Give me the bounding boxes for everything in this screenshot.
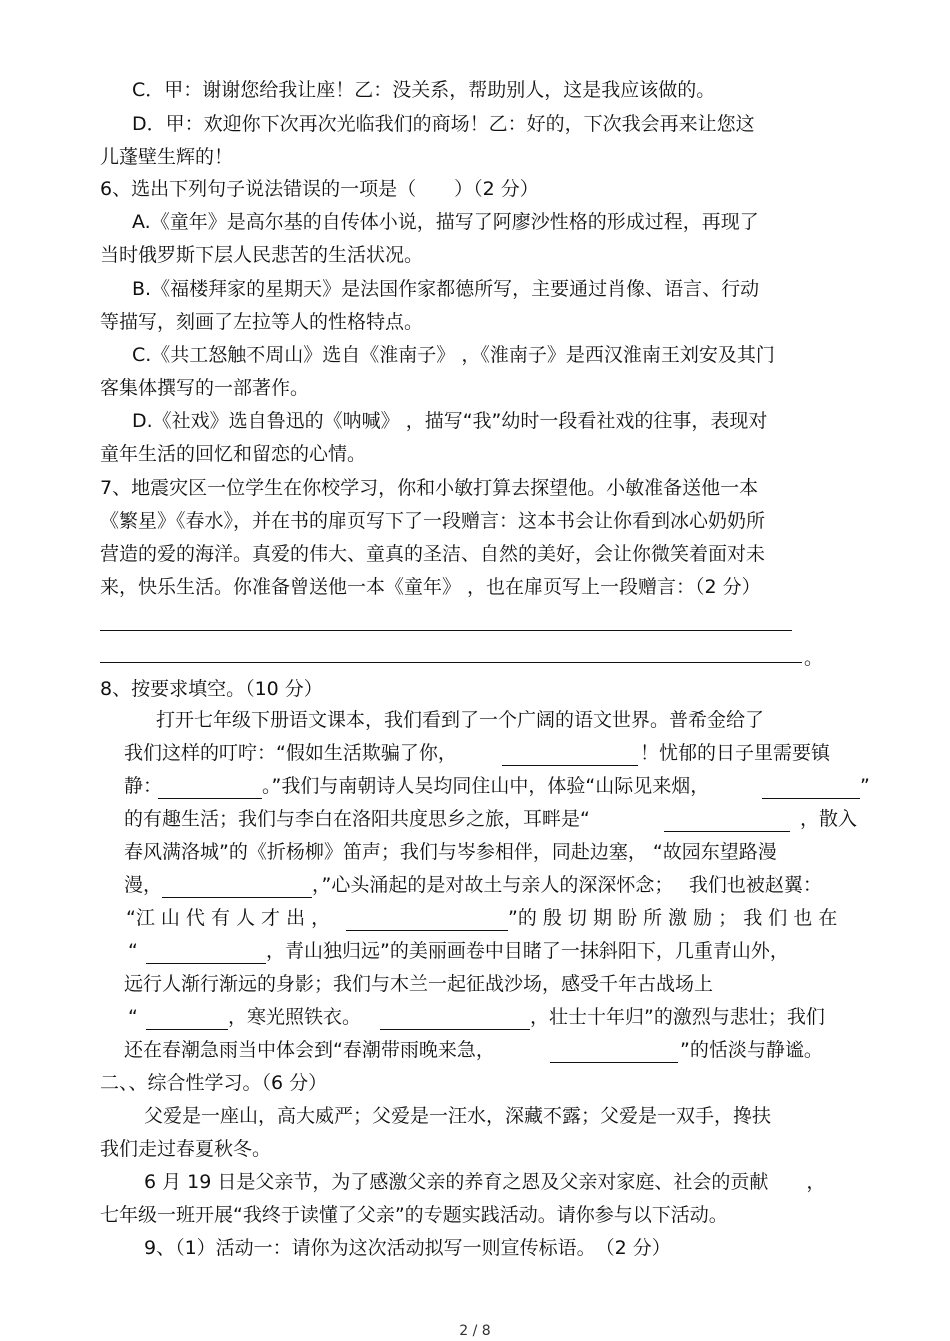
q8-line10-text-a: “ [128,1006,138,1028]
section2-paragraph2-line1: 6 月 19 日是父亲节，为了感激父亲的养育之恩及父亲对家庭、社会的贡献 ， [144,1171,826,1193]
q5-option-c: C．甲：谢谢您给我让座！乙：没关系，帮助别人，这是我应该做的。 [132,79,716,101]
q6-option-a-line2: 当时俄罗斯下层人民悲苦的生活状况。 [100,244,424,266]
q7-end-mark: 。 [804,647,824,669]
q8-line2-text-b: ！忧郁的日子里需要镇 [640,742,831,764]
q8-line8-text-a: “ [128,940,138,962]
q8-line4-text-a: 的有趣生活；我们与李白在洛阳共度思乡之旅，耳畔是“ [124,808,590,830]
section2-heading: 二、、综合性学习。（6 分） [100,1072,328,1094]
q8-line9: 远行人渐行渐远的身影；我们与木兰一起征战沙场，感受千年古战场上 [124,973,714,995]
q8-line3-text-b: 。”我们与南朝诗人吴均同住山中，体验“山际见来烟， [262,775,710,797]
q8-line4-text-b: ，散入 [800,808,858,830]
q8-line5: 春风满洛城”的《折杨柳》笛声；我们与岑参相伴，同赴边塞， “故园东望路漫 [124,841,777,863]
q8-line11-text-a: 还在春潮急雨当中体会到“春潮带雨晚来急， [124,1039,495,1061]
q8-blank-1[interactable] [502,765,638,766]
q7-line4: 来，快乐生活。你准备曾送他一本《童年》 ，也在扉页写上一段赠言：（2 分） [100,576,761,598]
q5-option-d-line1: D．甲：欢迎你下次再次光临我们的商场！乙：好的，下次我会再来让您这 [132,113,755,135]
q6-option-b-line2: 等描写，刻画了左拉等人的性格特点。 [100,311,424,333]
q8-blank-2[interactable] [158,798,262,799]
q8-line11-text-b: ”的恬淡与静谧。 [680,1039,823,1061]
q8-line6-text-a: 漫， [124,874,163,896]
q7-answer-line-2[interactable] [100,662,802,663]
q8-line3-text-c: ” [860,775,870,797]
section2-paragraph1-line2: 我们走过春夏秋冬。 [100,1138,272,1160]
q6-option-d-line2: 童年生活的回忆和留恋的心情。 [100,443,367,465]
q8-line7-text-a: “江 山 代 有 人 才 出 ， [126,907,331,929]
q8-blank-3[interactable] [762,798,860,799]
q8-line10-text-b: ，寒光照铁衣。 [228,1006,362,1028]
q8-line3-text-a: 静： [124,775,163,797]
q8-blank-4[interactable] [664,831,790,832]
q8-line1: 打开七年级下册语文课本，我们看到了一个广阔的语文世界。普希金给了 [156,709,765,731]
q8-blank-7[interactable] [146,963,266,964]
q6-option-d-line1: D.《社戏》选自鲁迅的《呐喊》 ，描写“我”幼时一段看社戏的往事，表现对 [132,410,768,432]
q6-option-a-line1: A.《童年》是高尔基的自传体小说，描写了阿廖沙性格的形成过程，再现了 [132,211,759,233]
q8-blank-9[interactable] [380,1029,530,1030]
q8-line10-text-c: ，壮士十年归”的激烈与悲壮；我们 [530,1006,825,1028]
q7-line1: 7、地震灾区一位学生在你校学习，你和小敏打算去探望他。小敏准备送他一本 [100,477,759,499]
section2-paragraph1-line1: 父爱是一座山，高大威严；父爱是一汪水，深藏不露；父爱是一双手，搀扶 [144,1105,772,1127]
q8-blank-5[interactable] [162,897,312,898]
section2-paragraph2-line2: 七年级一班开展“我终于读懂了父亲”的专题实践活动。请你参与以下活动。 [100,1204,728,1226]
q8-blank-8[interactable] [146,1029,228,1030]
q9-activity1: 9、（1）活动一：请你为这次活动拟写一则宣传标语。 （2 分） [144,1237,671,1259]
q8-line6-text-b: ，”心头涌起的是对故土与亲人的深深怀念； 我们也被赵翼： [312,874,822,896]
q5-option-d-line2: 儿蓬壁生辉的！ [100,146,234,168]
q8-line8-text-b: ，青山独归远”的美丽画卷中目睹了一抹斜阳下，几重青山外， [266,940,789,962]
q8-stem: 8、按要求填空。（10 分） [100,678,323,700]
q6-option-b-line1: B.《福楼拜家的星期天》是法国作家都德所写，主要通过肖像、语言、行动 [132,278,760,300]
q8-line7-text-b: ”的 殷 切 期 盼 所 激 励 ； 我 们 也 在 [508,907,838,929]
q6-stem: 6、选出下列句子说法错误的一项是（ ）（2 分） [100,178,539,200]
page-number: 2 / 8 [459,1323,491,1339]
q8-blank-6[interactable] [346,930,508,931]
q8-blank-10[interactable] [550,1062,678,1063]
q7-line2: 《繁星》《春水》，并在书的扉页写下了一段赠言：这本书会让你看到冰心奶奶所 [100,510,766,532]
q6-option-c-line2: 客集体撰写的一部著作。 [100,377,310,399]
q7-answer-line-1[interactable] [100,630,792,631]
q8-line2-text-a: 我们这样的叮咛：“假如生活欺骗了你， [124,742,457,764]
q6-option-c-line1: C.《共工怒触不周山》选自《淮南子》 ，《淮南子》是西汉淮南王刘安及其门 [132,344,775,366]
q7-line3: 营造的爱的海洋。真爱的伟大、童真的圣洁、自然的美好，会让你微笑着面对未 [100,543,766,565]
